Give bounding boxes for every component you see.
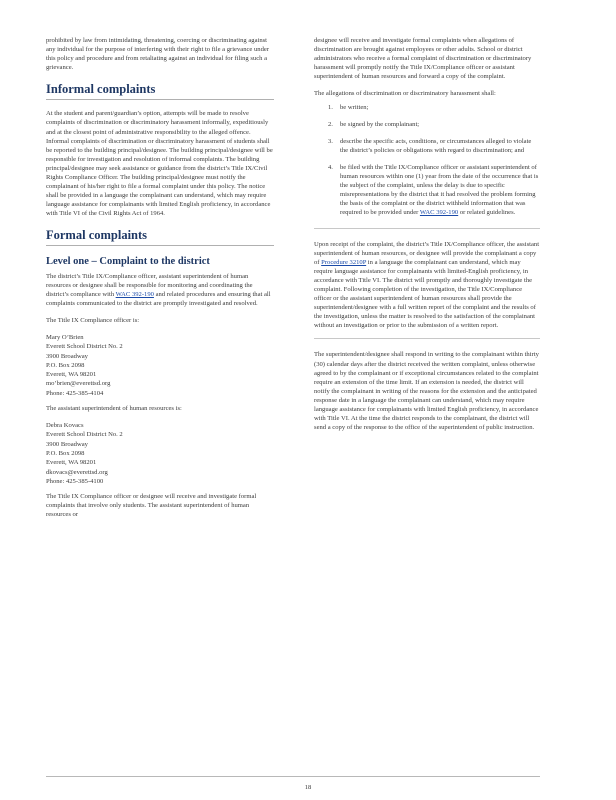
contact-line: P.O. Box 2098	[46, 450, 85, 458]
contact-line: 3900 Broadway	[46, 440, 88, 448]
hr-intro: The assistant superintendent of human resources is:	[46, 405, 182, 413]
closing-paragraph: The Title IX Compliance officer or designee will receive and investigate formal complaints that involve only students. The assistant superintendent of human resources or	[46, 493, 257, 519]
list-number: 3.	[328, 137, 333, 145]
formal-complaints-heading: Formal complaints	[46, 227, 148, 242]
intro-paragraph: prohibited by law from intimidating, threatening, coercing or discriminating against any individual for the purpose of interfering with their right to file a grievance under this policy and procedure and from retaliating against an individual for filing such a grievance.	[46, 37, 270, 72]
informal-complaints-paragraph: At the student and parent/guardian’s option, attempts will be made to resolve complaints of discrimination or discriminatory harassment informally, expeditiously and at the closest point of administrative responsibility to the alleged offence. Informal complaints of discrimination or discriminatory harassment of students shall be reported to the building principal/designee. The building principal/designee will be responsible for investigation and resolution of informal complaints. The building principal/designee may seek assistance or guidance from the district’s Title IX/Civil Rights Compliance Officer. The building principal/designee must notify the complainant of his/her right to file a formal complaint under this policy. The notice shall be provided in a language the complainant can understand, which may require language assistance for complainants with limited English proficiency, in accordance with Title VI of the Civil Rights Act of 1964.	[46, 110, 273, 218]
contact-line: Debra Kovacs	[46, 422, 84, 430]
list-item-text: be written;	[340, 103, 369, 111]
right-intro-paragraph: designee will receive and investigate formal complaints when allegations of discrimination are brought against employees or other adults. School or district administrators who receive a formal complaint of discrimination or discriminatory harassment will promptly notify the Title IX/Compliance officer or assistant superintendent of human resources and forward a copy of the complaint.	[314, 37, 532, 81]
list-number: 2.	[328, 120, 333, 128]
left-column	[46, 36, 274, 528]
list-item-text: be filed with the Title IX/Compliance officer or assistant superintendent of human resources within one (1) year from the date of the occurrence that is the subject of the complaint, unless the delay is due to specific misrepresentations by the district that it had resolved the problem forming the basis of the complaint or the district withheld information that was required to be provided under	[340, 163, 539, 217]
contact-line: Everett School District No. 2	[46, 343, 123, 351]
contact-phone: Phone: 425-385-4100	[46, 477, 104, 485]
allegation-requirements-list	[314, 103, 540, 218]
paragraph-text: Upon receipt of the complaint, the district’s Title IX/Compliance officer, the assistant superintendent of human resources, or designee will provide the complainant a copy of	[314, 240, 540, 266]
contact-phone: Phone: 425-385-4104	[46, 389, 104, 397]
list-item-text: or related guidelines.	[458, 209, 516, 217]
section-divider	[314, 338, 540, 339]
wac-392-190-link[interactable]: WAC 392-190	[115, 290, 154, 298]
contact-email: mo’brien@everettsd.org	[46, 380, 111, 388]
page-number: 18	[304, 784, 312, 791]
list-number: 1.	[328, 103, 333, 111]
paragraph-text: in a language the complainant can understand, which may require language assistance for complainants with limited-English proficiency, in accordance with Title VI. The district will promptly and thoroughly investigate the complaint. Following completion of the investigation, the Title IX/Compliance officer or the assistant superintendent of human resources shall provide the superintendent/designee with a full written report of the complaint and the results of the investigation, unless the matter is resolved to the satisfaction of the complainant without an investigation or prior to the submission of a written report.	[314, 258, 536, 330]
contact-line: Everett, WA 98201	[46, 459, 97, 467]
footer-divider	[46, 776, 540, 777]
contact-line: P.O. Box 2098	[46, 361, 85, 369]
informal-complaints-heading: Informal complaints	[46, 82, 156, 97]
section-divider	[46, 99, 274, 100]
right-column	[314, 36, 540, 440]
level-one-heading: Level one – Complaint to the district	[46, 255, 210, 267]
list-number: 4.	[328, 163, 333, 171]
list-item	[314, 137, 540, 155]
officer-intro: The Title IX Compliance officer is:	[46, 316, 140, 324]
contact-line: 3900 Broadway	[46, 352, 88, 360]
paragraph-text: The district’s Title IX/Compliance officer, assistant superintendent of human resources or designee shall be responsible for monitoring and coordinating the district’s compliance with	[46, 272, 253, 298]
list-item	[314, 163, 540, 218]
compliance-officer-paragraph	[46, 272, 274, 308]
allegations-intro: The allegations of discrimination or discriminatory harassment shall:	[314, 90, 496, 98]
hr-contact	[46, 421, 274, 486]
list-item	[314, 120, 540, 129]
contact-line: Mary O’Brien	[46, 333, 84, 341]
contact-line: Everett, WA 98201	[46, 371, 97, 379]
contact-email: dkovacs@everettsd.org	[46, 468, 108, 476]
procedure-3210p-link[interactable]: Procedure 3210P	[321, 258, 367, 266]
contact-line: Everett School District No. 2	[46, 431, 123, 439]
section-divider	[46, 245, 274, 246]
list-item-text: describe the specific acts, conditions, or circumstances alleged to violate the district’s policies or obligations with regard to discrimination; and	[340, 137, 532, 154]
paragraph-text: and related procedures and ensuring that all complaints communicated to the district are promptly investigated and resolved.	[46, 290, 271, 307]
list-item	[314, 103, 540, 112]
receipt-paragraph	[314, 240, 540, 331]
list-item-text: be signed by the complainant;	[340, 120, 420, 128]
wac-392-190-link[interactable]: WAC 392-190	[419, 209, 459, 217]
section-divider	[314, 228, 540, 229]
compliance-officer-contact	[46, 333, 274, 398]
response-paragraph: The superintendent/designee shall respond in writing to the complainant within thirty (30) calendar days after the district received the written complaint, unless otherwise agreed to by the complainant or if exceptional circumstances related to the complaint require an extension of the time limit. If an extension is needed, the district will notify the complainant in writing of the reasons for the extension and the anticipated response date in a language the complainant can understand, which may require language assistance for complainants with limited English proficiency, in accordance with Title VI. At the time the district responds to the complainant, the district will send a copy of the response to the office of the superintendent of public instruction.	[314, 351, 539, 432]
